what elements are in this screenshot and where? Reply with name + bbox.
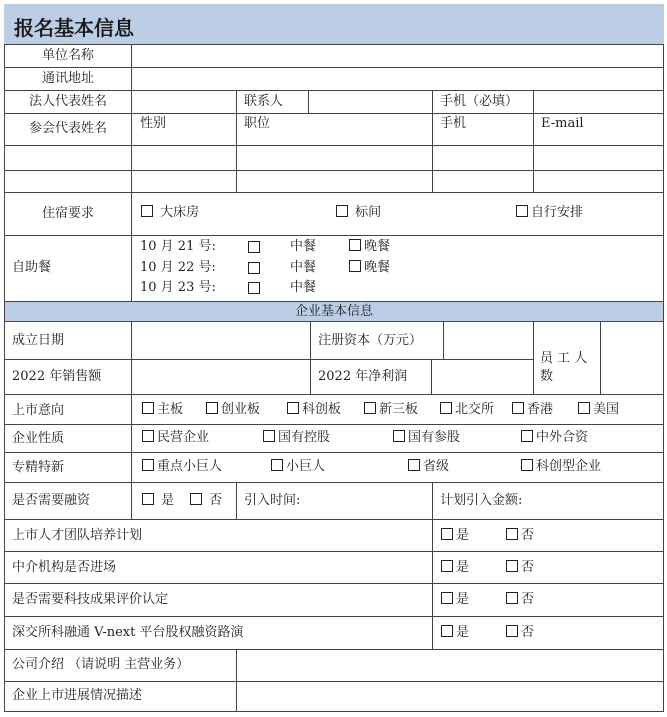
checkbox-icon [349,260,361,272]
unit-name-label: 单位名称 [41,48,94,63]
email-label: E-mail [541,116,584,131]
checkbox-icon [393,430,405,442]
checkbox-icon [263,430,275,442]
hline [4,711,664,712]
checkbox-icon [364,402,376,414]
contact-label: 联系人 [244,94,284,109]
vline [432,482,433,649]
option-yes[interactable]: 是 [441,528,469,543]
vline [432,90,433,192]
hline [4,424,664,425]
hline [4,649,664,650]
option-main-board[interactable]: 主板 [142,402,183,417]
vline [600,321,601,394]
yes-no-row-label: 中介机构是否进场 [12,560,117,575]
hline [4,482,664,483]
hline [4,170,664,171]
yes-no-row-label: 深交所科融通 V-next 平台股权融资路演 [12,625,244,640]
specialized-label: 专精特新 [12,460,65,475]
option-double-bed[interactable]: 大床房 [141,205,199,220]
option-chinext[interactable]: 创业板 [206,402,260,417]
vline [431,359,432,394]
attendee-label: 参会代表姓名 [28,121,107,136]
hline [4,145,664,146]
option-no[interactable]: 否 [506,625,534,640]
accommodation-label: 住宿要求 [41,206,94,221]
checkbox-icon [506,560,518,572]
company-intro-label: 公司介绍 （请说明 主营业务） [12,657,190,672]
buffet-label: 自助餐 [12,260,52,275]
hline [4,235,664,236]
option-financing-no[interactable]: 否 [190,493,222,508]
hline [4,519,664,520]
option-neeq[interactable]: 新三板 [364,402,418,417]
buffet-date: 10 月 23 号: [140,280,216,295]
checkbox-icon [190,493,202,505]
checkbox-icon [578,402,590,414]
checkbox-icon [408,459,420,471]
checkbox-icon [441,560,453,572]
checkbox-icon [506,592,518,604]
checkbox-icon [142,493,154,505]
lunch-label: 中餐 [290,280,317,295]
checkbox-icon [521,459,533,471]
profit-label: 2022 年净利润 [318,369,408,384]
buffet-date: 10 月 22 号: [140,260,216,275]
gender-label: 性别 [140,116,167,131]
hline [4,583,664,584]
vline [236,90,237,192]
checkbox-icon [440,402,452,414]
hline [4,551,664,552]
vline [236,482,237,519]
checkbox-icon [512,402,524,414]
option-no[interactable]: 否 [506,528,534,543]
vline [131,44,132,301]
vline [131,394,132,519]
vline [443,321,444,359]
option-usa[interactable]: 美国 [578,402,619,417]
option-key-little-giant[interactable]: 重点小巨人 [142,459,222,474]
hline [4,681,664,682]
buffet-date: 10 月 21 号: [140,239,216,254]
lunch-label: 中餐 [290,260,317,275]
checkbox-icon [142,430,154,442]
sales-label: 2022 年销售额 [12,369,102,384]
option-joint-venture[interactable]: 中外合资 [521,430,588,445]
vline [533,90,534,192]
option-yes[interactable]: 是 [441,625,469,640]
hline [4,192,664,193]
hline [4,394,664,395]
checkbox-icon [271,459,283,471]
checkbox-icon [521,430,533,442]
mobile-label: 手机 [440,116,467,131]
checkbox-icon [506,625,518,637]
hline [4,44,664,45]
company-section-title: 企业基本信息 [294,304,373,319]
legal-rep-label: 法人代表姓名 [28,94,107,109]
founded-label: 成立日期 [12,333,65,348]
form-header [4,4,664,44]
option-standard-room[interactable]: 标间 [336,205,381,220]
option-dinner-21[interactable]: 晚餐 [349,239,390,254]
vline [308,90,309,113]
position-label: 职位 [244,116,271,131]
checkbox-icon [206,402,218,414]
lunch-label: 中餐 [290,239,317,254]
intro-time-label: 引入时间: [244,493,301,508]
plan-amount-label: 计划引入金额: [440,493,523,508]
checkbox-icon [516,205,528,217]
mobile-required-label: 手机（必填） [440,94,519,109]
checkbox-icon [349,239,361,251]
hline [4,113,664,114]
option-tech-innovative[interactable]: 科创型企业 [521,459,601,474]
checkbox-icon [441,592,453,604]
option-no[interactable]: 否 [506,592,534,607]
checkbox-icon [336,205,348,217]
listing-intent-label: 上市意向 [12,403,65,418]
option-provincial[interactable]: 省级 [408,459,449,474]
checkbox-icon[interactable] [248,241,260,253]
option-state-controlled[interactable]: 国有控股 [263,430,330,445]
checkbox-icon [142,459,154,471]
vline [131,321,132,394]
yes-no-row-label: 上市人才团队培养计划 [12,528,143,543]
option-private[interactable]: 民营企业 [142,430,209,445]
option-bse[interactable]: 北交所 [440,402,494,417]
hline [4,452,664,453]
checkbox-icon [441,528,453,540]
option-yes[interactable]: 是 [441,560,469,575]
address-label: 通讯地址 [41,71,94,86]
checkbox-icon [142,402,154,414]
listing-progress-label: 企业上市进展情况描述 [12,688,143,703]
hline [4,616,664,617]
financing-label: 是否需要融资 [12,493,91,508]
option-star-market[interactable]: 科创板 [287,402,341,417]
hline [4,321,664,322]
checkbox-icon[interactable] [248,262,260,274]
hline [4,359,534,360]
option-financing-yes[interactable]: 是 [142,493,174,508]
yes-no-row-label: 是否需要科技成果评价认定 [12,592,169,607]
vline [533,321,534,394]
checkbox-icon [287,402,299,414]
form-title: 报名基本信息 [14,16,134,40]
hline [4,67,664,68]
checkbox-icon [506,528,518,540]
option-self-arrange[interactable]: 自行安排 [516,205,583,220]
option-state-shareholding[interactable]: 国有参股 [393,430,460,445]
option-no[interactable]: 否 [506,560,534,575]
option-little-giant[interactable]: 小巨人 [271,459,325,474]
vline [310,321,311,394]
option-hongkong[interactable]: 香港 [512,402,553,417]
option-dinner-22[interactable]: 晚餐 [349,260,390,275]
hline [4,301,664,302]
hline [4,90,664,91]
checkbox-icon[interactable] [248,282,260,294]
option-yes[interactable]: 是 [441,592,469,607]
employees-label: 员 工 人 数 [540,351,588,384]
checkbox-icon [441,625,453,637]
nature-label: 企业性质 [12,431,65,446]
checkbox-icon [141,205,153,217]
capital-label: 注册资本（万元） [318,333,423,348]
vline [236,649,237,711]
